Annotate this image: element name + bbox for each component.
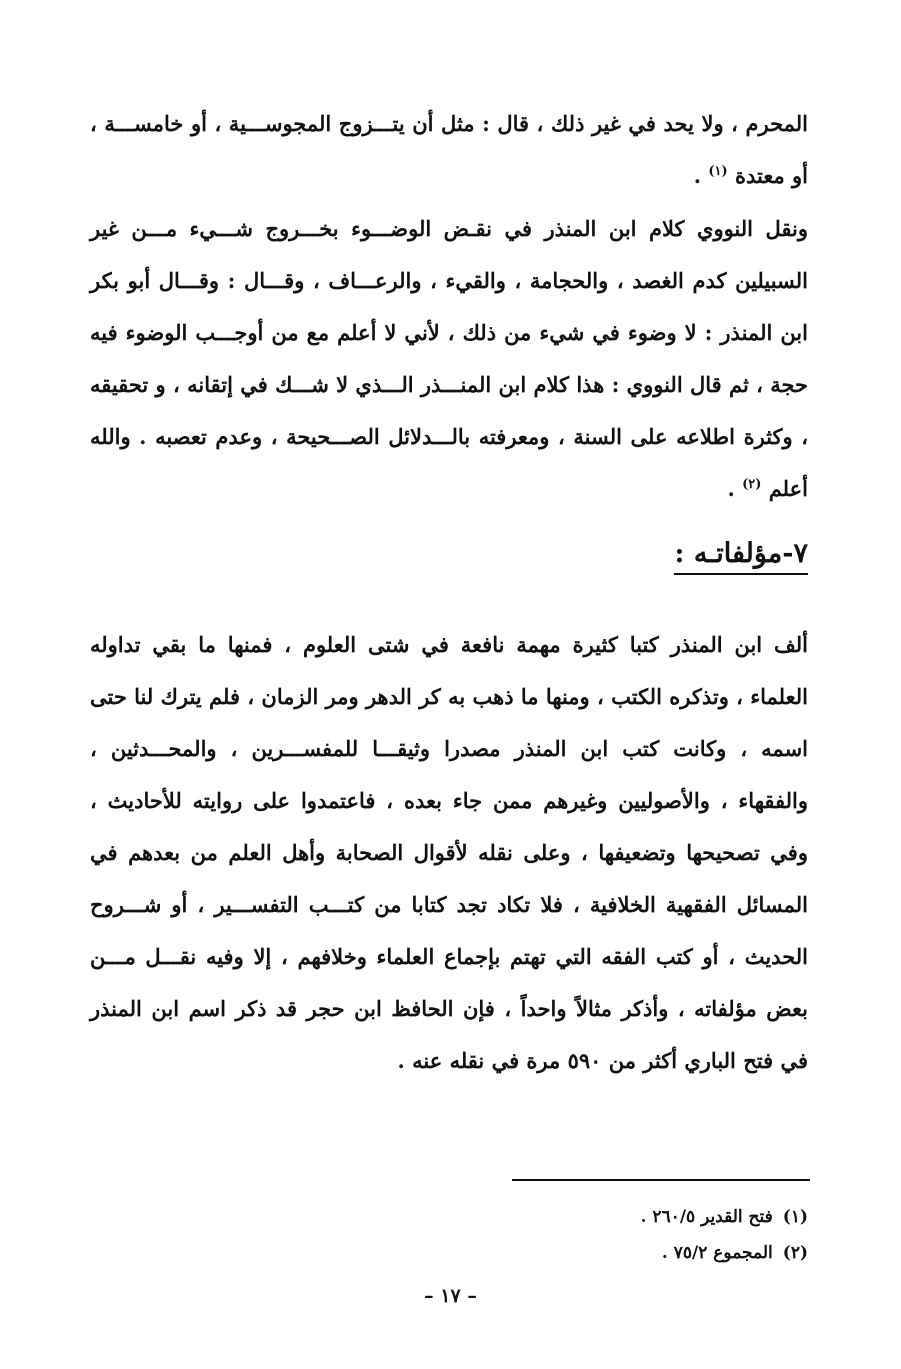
footnote-ref-1: (١) <box>708 164 728 179</box>
footnote-text: فتح القدير ٢٦٠/٥ . <box>640 1207 773 1227</box>
footnote-number: (٢) <box>782 1243 808 1263</box>
paragraph-text: المحرم ، ولا يحد في غير ذلك ، قال : مثل أن يتـــزوج المجوســـية ، أو خامســـة ، أو معتدة <box>90 111 808 188</box>
paragraph-end: . <box>693 163 709 188</box>
paragraph-text: ونقل النووي كلام ابن المنذر في نقـض الوضـــوء بخـــروج شـــيء مـــن غير السبيلين كدم الغصد ، والحجامة ، والقيء ، والرعـــاف ، وقـــال : وقـــال أبو بكر ابن المنذر : لا وضوء في شيء من ذلك ، لأني لا أعلم مع من أوجـــب الوضوء فيه حجة ، ثم قال النووي : هذا كلام ابن المنـــذر الـــذي لا شـــك في إتقانه ، و تحقيقه ، وكثرة اطلاعه على السنة ، ومعرفته بالـــدلائل الصـــحيحة ، وعدم تعصبه . والله أعلم <box>90 216 808 501</box>
page-number: – ١٧ – <box>424 1285 477 1307</box>
paragraph-nawawi-quote <box>90 203 808 515</box>
paragraph-end: . <box>727 476 743 501</box>
footnote-ref-2: (٢) <box>742 477 762 492</box>
footnote-divider <box>512 1179 810 1181</box>
section-heading: ٧-مؤلفاتـه : <box>674 537 808 575</box>
footnote-2 <box>662 1241 808 1265</box>
paragraph-text: ألف ابن المنذر كتبا كثيرة مهمة نافعة في شتى العلوم ، فمنها ما بقي تداوله العلماء ، وتذكره الكتب ، ومنها ما ذهب به كر الدهر ومر الزمان ، فلم يترك لنا حتى اسمه ، وكانت كتب ابن المنذر مصدرا وثيقـــا للمفســـرين ، والمحـــدثين ، والفقهاء ، والأصوليين وغيرهم ممن جاء بعده ، فاعتمدوا على روايته للأحاديث ، وفي تصحيحها وتضعيفها ، وعلى نقله لأقوال الصحابة وأهل العلم من بعدهم في المسائل الفقهية الخلافية ، فلا تكاد تجد كتابا من كتـــب التفســـير ، أو شـــروح الحديث ، أو كتب الفقه التي تهتم بإجماع العلماء وخلافهم ، إلا وفيه نقـــل مـــن بعض مؤلفاته ، وأذكر مثالاً واحداً ، فإن الحافظ ابن حجر قد ذكر اسم ابن المنذر في فتح الباري أكثر من ٥٩٠ مرة في نقله عنه . <box>90 632 808 1073</box>
footnote-number: (١) <box>782 1207 808 1227</box>
paragraph-works <box>90 619 808 1087</box>
paragraph-continuation <box>90 98 808 202</box>
footnote-1 <box>641 1205 808 1229</box>
footnote-text: المجموع ٧٥/٢ . <box>661 1243 773 1263</box>
